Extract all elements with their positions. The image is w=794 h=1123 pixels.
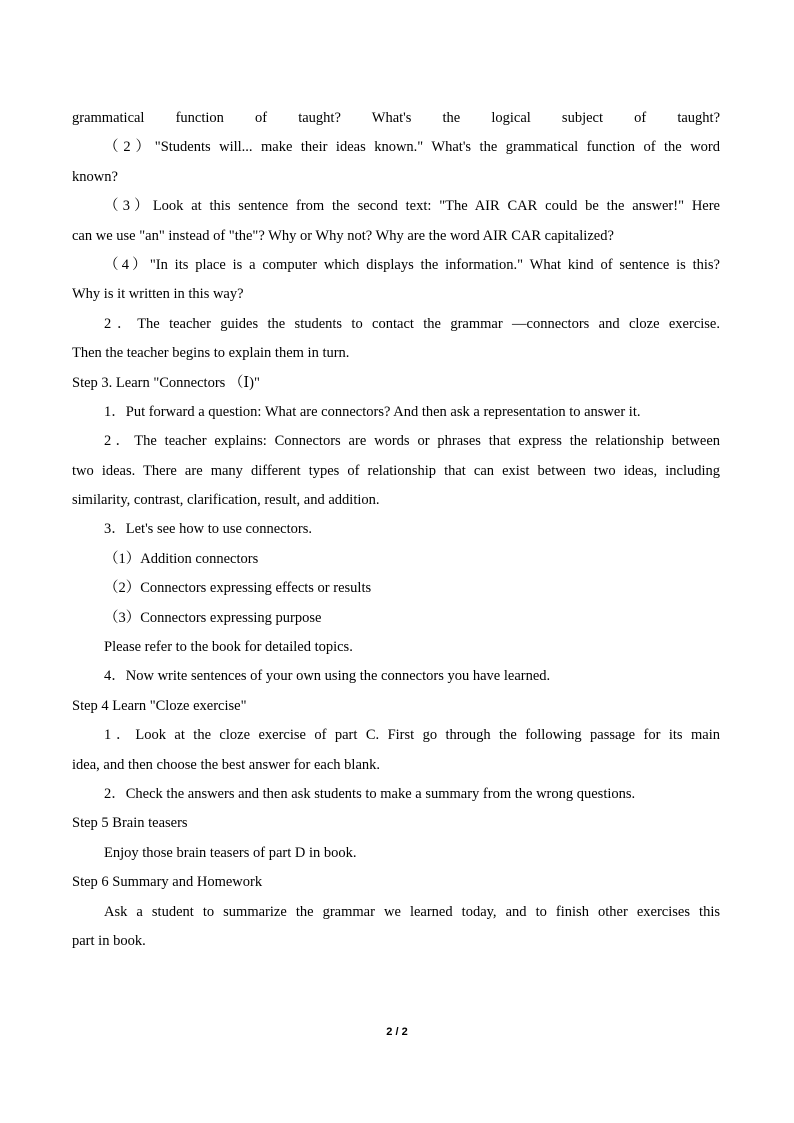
- step-heading: Step 3. Learn "Connectors （Ⅰ)": [72, 374, 260, 391]
- list-item: （2）Connectors expressing effects or results: [104, 580, 372, 597]
- step-heading: Step 4 Learn "Cloze exercise": [72, 697, 247, 714]
- list-item: （1）Addition connectors: [104, 550, 259, 567]
- text-line: 3．Let's see how to use connectors.: [104, 521, 312, 538]
- step-heading: Step 6 Summary and Homework: [72, 874, 263, 891]
- text-line: can we use "an" instead of "the"? Why or Why not? Why are the word AIR CAR capitalized?: [72, 227, 614, 244]
- text-line: Ask a student to summarize the grammar we learned today, and to finish other exercises this: [104, 903, 720, 920]
- text-line: known?: [72, 168, 118, 185]
- text-line: idea, and then choose the best answer for each blank.: [72, 756, 381, 773]
- text-line: 2．Check the answers and then ask students to make a summary from the wrong questions.: [104, 785, 636, 802]
- text-line: Please refer to the book for detailed topics.: [104, 639, 353, 656]
- text-line: 2．The teacher guides the students to contact the grammar —connectors and cloze exercise.: [104, 315, 720, 332]
- text-line: Why is it written in this way?: [72, 286, 244, 303]
- text-line: 4．Now write sentences of your own using the connectors you have learned.: [104, 668, 551, 685]
- text-line: （2）"Students will... make their ideas known." What's the grammatical function of the word: [104, 139, 720, 156]
- text-line: two ideas. There are many different types of relationship that can exist between two ideas, including: [72, 462, 720, 479]
- text-line: 1．Put forward a question: What are connectors? And then ask a representation to answer it.: [104, 403, 641, 420]
- text-line: 2．The teacher explains: Connectors are words or phrases that express the relationship between: [104, 433, 720, 450]
- page-number: 2 / 2: [386, 1026, 408, 1038]
- text-line: Enjoy those brain teasers of part D in book.: [104, 844, 357, 861]
- text-line: （4）"In its place is a computer which displays the information." What kind of sentence is this?: [104, 256, 720, 273]
- text-line: grammatical function of taught? What's the logical subject of taught?: [72, 110, 720, 126]
- step-heading: Step 5 Brain teasers: [72, 815, 188, 832]
- text-line: part in book.: [72, 932, 146, 949]
- text-line: 1．Look at the cloze exercise of part C. First go through the following passage for its main: [104, 727, 720, 744]
- text-line: similarity, contrast, clarification, result, and addition.: [72, 492, 380, 509]
- text-line: （3）Look at this sentence from the second text: "The AIR CAR could be the answer!" Here: [104, 198, 720, 215]
- text-line: Then the teacher begins to explain them in turn.: [72, 345, 350, 362]
- list-item: （3）Connectors expressing purpose: [104, 609, 322, 626]
- document-body: [72, 104, 720, 956]
